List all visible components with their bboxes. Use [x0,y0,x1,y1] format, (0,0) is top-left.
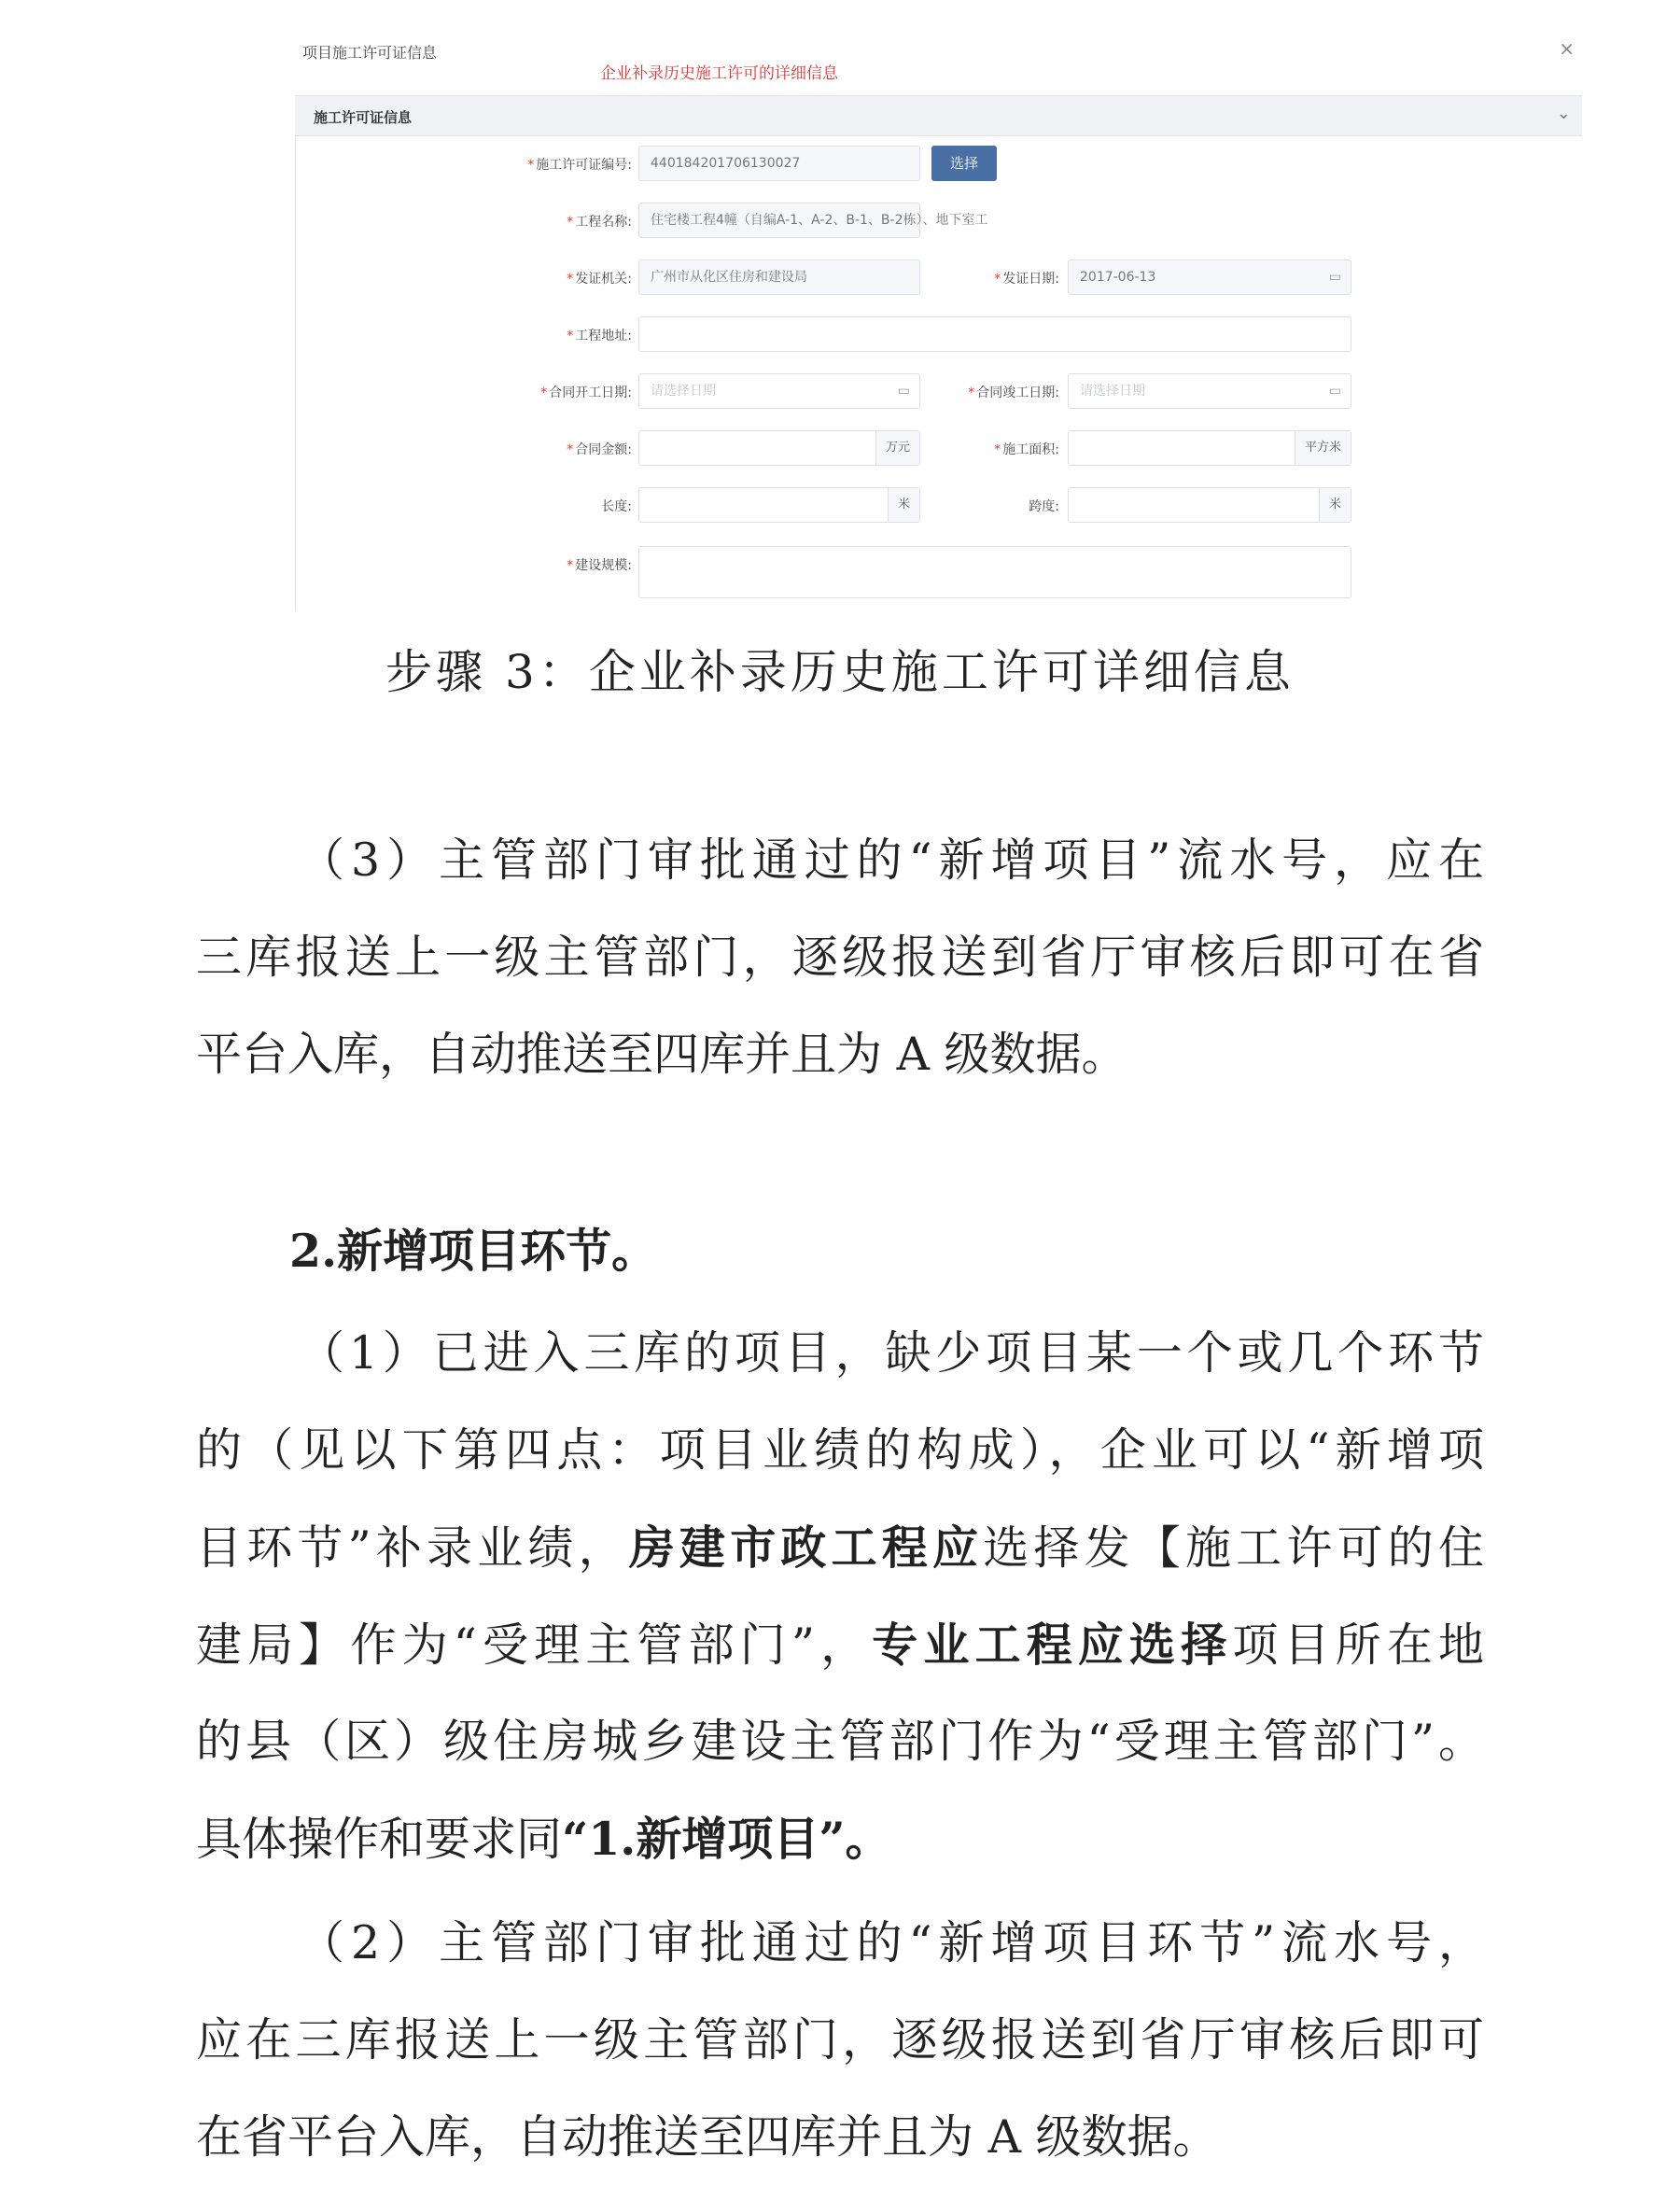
area-field[interactable] [1068,430,1351,466]
scale-label: * 建设规模: [567,558,632,573]
area-unit: 平方米 [1295,431,1351,465]
start-date-label: * 合同开工日期: [540,385,632,400]
section-header[interactable] [295,95,1582,136]
issue-date-field[interactable] [1068,259,1351,295]
span-field[interactable] [1068,487,1351,523]
calendar-icon: ▭ [1328,270,1341,285]
address-label: * 工程地址: [567,329,632,343]
amount-unit: 万元 [875,431,919,465]
section-title: 施工许可证信息 [314,109,413,126]
start-date-field[interactable] [638,373,920,409]
issue-date-value: 2017-06-13 [1080,270,1156,285]
span-unit: 米 [1319,488,1351,522]
amount-label: * 合同金额: [567,442,632,457]
text-run: 项目所在地 [1232,1618,1484,1672]
text-run: 目环节”补录业绩， [196,1521,629,1575]
paragraph-2 [196,1305,1484,1887]
length-field[interactable] [638,487,920,523]
project-name-field[interactable]: 住宅楼工程4幢（自编A-1、A-2、B-1、B-2栋）、地下室工 [638,203,920,238]
text-run: 具体操作和要求同 [196,1813,563,1866]
end-date-placeholder: 请选择日期 [1080,384,1145,399]
scale-textarea[interactable] [638,546,1351,598]
bold-text: “1.新增项目”。 [562,1812,891,1866]
text-line: 三库报送上一级主管部门，逐级报送到省厅审核后即可在省 [196,931,1484,984]
length-label: 长度: [601,499,632,514]
red-annotation: 企业补录历史施工许可的详细信息 [600,64,838,83]
figure-caption: 步骤 3：企业补录历史施工许可详细信息 [385,645,1295,699]
issue-date-label: * 发证日期: [994,272,1059,287]
text-line [196,1596,1484,1693]
text-line: 的县（区）级住房城乡建设主管部门作为“受理主管部门”。 [196,1715,1484,1768]
dialog-title: 项目施工许可证信息 [302,44,438,62]
project-name-label: * 工程名称: [567,215,632,230]
end-date-field[interactable] [1068,373,1351,409]
text-run: 建局】作为“受理主管部门”， [196,1618,873,1672]
text-line [196,1499,1484,1596]
length-unit: 米 [888,488,919,522]
text-line: （3）主管部门审批通过的“新增项目”流水号，应在 [299,834,1484,887]
permit-no-label: * 施工许可证编号: [527,158,632,173]
divider [295,134,296,611]
bold-text: 专业工程应选择 [872,1618,1233,1672]
text-line: 的（见以下第四点：项目业绩的构成），企业可以“新增项 [196,1423,1484,1477]
end-date-label: * 合同竣工日期: [968,385,1059,400]
paragraph-1 [196,812,1484,1103]
amount-field[interactable] [638,430,920,466]
select-button[interactable]: 选择 [931,146,997,181]
text-line: （2）主管部门审批通过的“新增项目环节”流水号， [299,1916,1484,1969]
calendar-icon: ▭ [897,384,910,399]
text-line: （1）已进入三库的项目，缺少项目某一个或几个环节 [299,1326,1484,1380]
paragraph-3 [196,1895,1484,2186]
permit-dialog-screenshot [289,28,1582,611]
chevron-down-icon[interactable]: ⌄ [1556,104,1571,123]
bold-text: 房建市政工程应 [628,1520,984,1575]
text-line: 应在三库报送上一级主管部门，逐级报送到省厅审核后即可 [196,2013,1484,2067]
text-line: 在省平台入库，自动推送至四库并且为 A 级数据。 [196,2110,1219,2164]
text-line: 平台入库，自动推送至四库并且为 A 级数据。 [196,1028,1127,1081]
start-date-placeholder: 请选择日期 [651,384,716,399]
permit-no-field[interactable]: 440184201706130027 [638,146,920,181]
section-heading: 2.新增项目环节。 [289,1224,658,1278]
text-line [196,1790,1484,1887]
issuer-field[interactable]: 广州市从化区住房和建设局 [638,259,920,295]
issuer-label: * 发证机关: [567,272,632,287]
close-icon[interactable]: × [1559,37,1575,60]
area-label: * 施工面积: [994,442,1059,457]
calendar-icon: ▭ [1328,384,1341,399]
address-field[interactable] [638,316,1351,352]
span-label: 跨度: [1029,499,1059,514]
text-run: 选择发【施工许可的住 [983,1521,1484,1575]
